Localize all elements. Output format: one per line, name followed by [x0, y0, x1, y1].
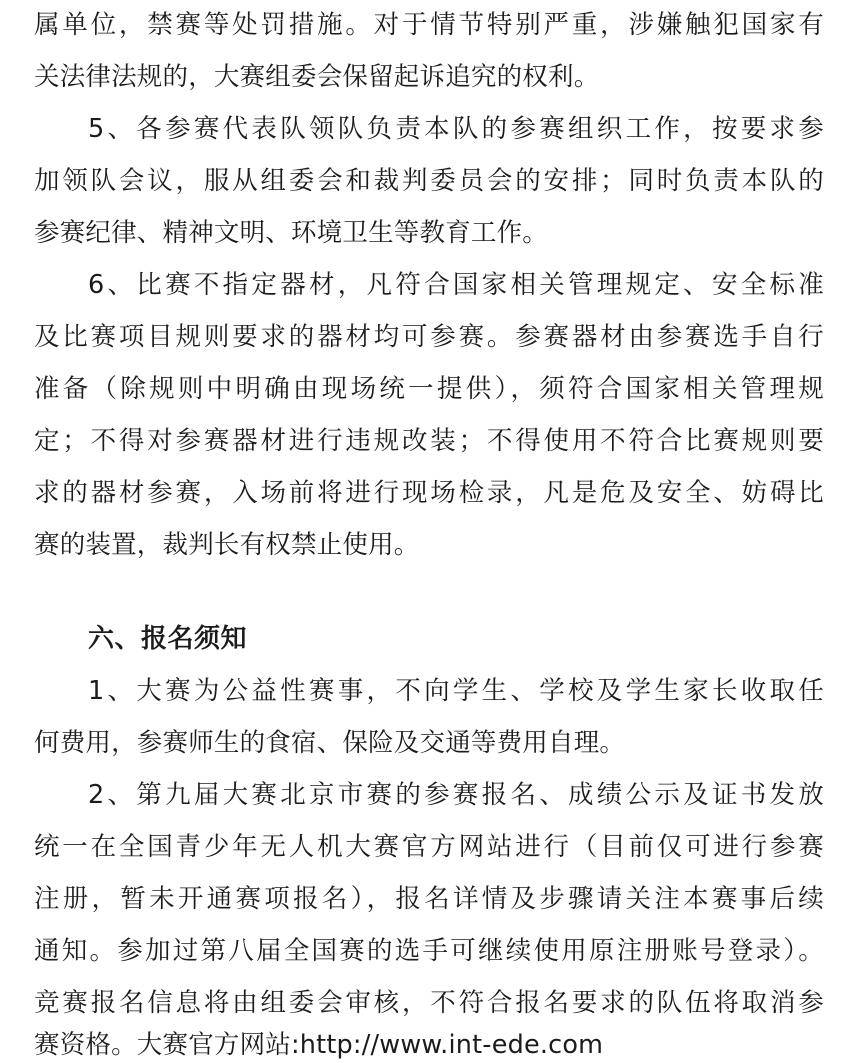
list-item-2-line: 注册，暂未开通赛项报名），报名详情及步骤请关注本赛事后续: [34, 884, 824, 914]
paragraph-line: 关法律法规的，大赛组委会保留起诉追究的权利。: [34, 62, 600, 92]
list-item-6-line: 6、比赛不指定器材，凡符合国家相关管理规定、安全标准: [88, 270, 824, 300]
list-item-1-line: 1、大赛为公益性赛事，不向学生、学校及学生家长收取任: [88, 676, 824, 706]
list-item-6-line: 及比赛项目规则要求的器材均可参赛。参赛器材由参赛选手自行: [34, 322, 824, 352]
list-item-5-line: 5、各参赛代表队领队负责本队的参赛组织工作，按要求参: [88, 114, 824, 144]
paragraph-line: 属单位，禁赛等处罚措施。对于情节特别严重，涉嫌触犯国家有: [34, 10, 824, 40]
list-item-2-line: 2、第九届大赛北京市赛的参赛报名、成绩公示及证书发放: [88, 780, 824, 810]
list-item-5-line: 加领队会议，服从组委会和裁判委员会的安排；同时负责本队的: [34, 166, 824, 196]
list-item-5-line: 参赛纪律、精神文明、环境卫生等教育工作。: [34, 218, 549, 248]
list-item-6-line: 定；不得对参赛器材进行违规改装；不得使用不符合比赛规则要: [34, 426, 824, 456]
list-item-6-line: 求的器材参赛，入场前将进行现场检录，凡是危及安全、妨碍比: [34, 478, 824, 508]
list-item-2-line: 赛资格。大赛官方网站:http://www.int-ede.com: [34, 1030, 604, 1060]
list-item-2-line: 统一在全国青少年无人机大赛官方网站进行（目前仅可进行参赛: [34, 832, 824, 862]
list-item-1-line: 何费用，参赛师生的食宿、保险及交通等费用自理。: [34, 728, 626, 758]
list-item-2-line: 通知。参加过第八届全国赛的选手可继续使用原注册账号登录）。: [34, 936, 824, 966]
list-item-6-line: 准备（除规则中明确由现场统一提供），须符合国家相关管理规: [34, 374, 824, 404]
list-item-6-line: 赛的装置，裁判长有权禁止使用。: [34, 530, 420, 560]
section-heading: 六、报名须知: [88, 624, 248, 654]
list-item-2-line: 竞赛报名信息将由组委会审核，不符合报名要求的队伍将取消参: [34, 988, 824, 1018]
